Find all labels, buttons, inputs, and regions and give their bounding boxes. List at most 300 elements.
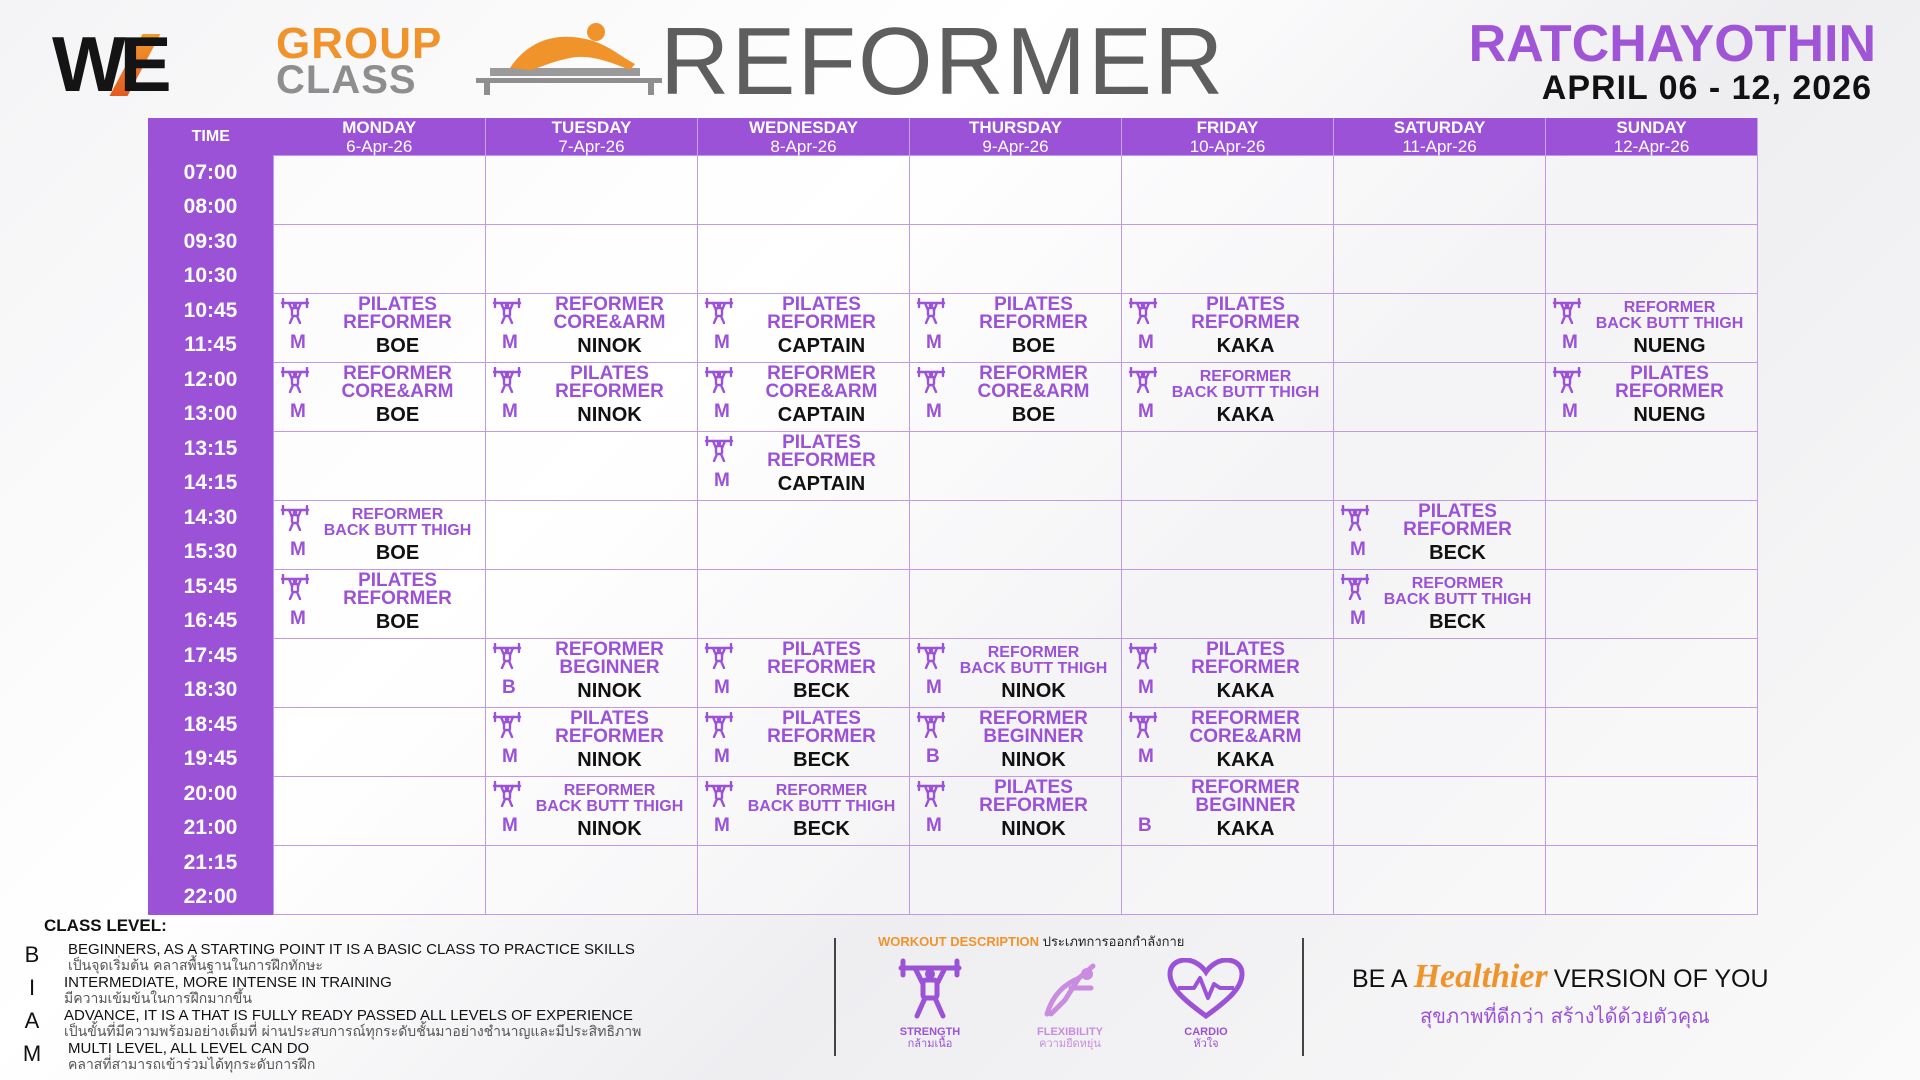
trainer-name: NINOK [1001, 680, 1066, 702]
class-name-line: REFORMER [1403, 519, 1512, 540]
program-title: REFORMER [660, 8, 1226, 115]
class-name [738, 365, 905, 401]
class-level: M [1562, 332, 1578, 353]
class-cell[interactable] [698, 777, 910, 846]
class-name-line: REFORMER [979, 363, 1088, 384]
level-letter: A [24, 1008, 40, 1033]
class-name-line: PILATES [570, 363, 649, 384]
strength-icon [280, 505, 310, 531]
class-card [910, 639, 1121, 707]
end-time: 19:45 [183, 747, 238, 770]
day-name: SUNDAY [1616, 117, 1687, 137]
time-cell [148, 225, 274, 294]
trainer-name: BOE [375, 611, 420, 633]
empty-cell [1546, 777, 1758, 846]
class-card [1334, 570, 1545, 638]
class-name [314, 296, 481, 332]
day-header-row [148, 118, 1758, 156]
level-description-thai: คลาสที่สามารถเข้าร่วมได้ทุกระดับการฝึก [68, 1057, 316, 1073]
strength-icon [280, 298, 310, 324]
start-time: 18:45 [183, 713, 238, 736]
footer-divider [1302, 938, 1304, 1056]
empty-cell [1546, 156, 1758, 225]
class-name [738, 296, 905, 332]
class-card [1334, 501, 1545, 569]
class-level: M [714, 677, 730, 698]
day-date: 6-Apr-26 [346, 136, 413, 156]
class-level: M [1350, 608, 1366, 629]
class-card [1122, 708, 1333, 776]
trainer-name: BECK [1429, 611, 1486, 633]
class-name-line: REFORMER [555, 294, 664, 315]
start-time: 15:45 [183, 575, 238, 598]
empty-cell [698, 570, 910, 639]
class-name-line: CORE&ARM [341, 381, 454, 402]
strength-icon [492, 298, 522, 324]
cardio-icon [1164, 958, 1248, 1020]
empty-cell [698, 846, 910, 915]
class-name-line: REFORMER [979, 708, 1088, 729]
class-cell[interactable] [910, 639, 1122, 708]
schedule-row [148, 639, 1758, 708]
class-cell[interactable] [698, 639, 910, 708]
strength-icon [1128, 643, 1158, 669]
empty-cell [1122, 225, 1334, 294]
class-level: M [714, 746, 730, 767]
class-name [738, 434, 905, 470]
empty-cell [1122, 570, 1334, 639]
class-name-line: PILATES [782, 708, 861, 729]
day-name: MONDAY [342, 117, 417, 137]
brand-text: WE [52, 20, 166, 108]
class-card [486, 363, 697, 431]
class-name-line: REFORMER [767, 363, 876, 384]
empty-cell [486, 846, 698, 915]
class-name-line: REFORMER [555, 639, 664, 660]
slogan-highlight: Healthier [1413, 958, 1548, 995]
class-name [1586, 300, 1753, 332]
empty-cell [910, 570, 1122, 639]
class-name [1374, 503, 1541, 539]
day-date: 7-Apr-26 [558, 136, 625, 156]
class-name-line: BACK BUTT THIGH [747, 798, 896, 815]
class-card [1122, 363, 1333, 431]
class-level: M [926, 332, 942, 353]
class-name-line: REFORMER [1191, 312, 1300, 333]
empty-cell [698, 225, 910, 294]
class-card [910, 777, 1121, 845]
class-cell[interactable] [1546, 363, 1758, 432]
level-description-thai: เป็นขั้นที่มีความพร้อมอย่างเต็มที่ ผ่านประสบการณ์ทุกระดับชั้นมาอย่างชำนาญและมีประสิทธิภาพ [64, 1024, 642, 1040]
strength-icon [1128, 367, 1158, 393]
class-card [274, 570, 485, 638]
class-name-line: REFORMER [767, 726, 876, 747]
start-time: 10:45 [183, 299, 238, 322]
class-name-line: BACK BUTT THIGH [535, 798, 684, 815]
empty-cell [1546, 570, 1758, 639]
schedule-row [148, 156, 1758, 225]
class-name-line: BEGINNER [559, 657, 660, 678]
class-card [698, 708, 909, 776]
class-level: M [502, 815, 518, 836]
class-name [950, 296, 1117, 332]
class-name-line: REFORMER [767, 312, 876, 333]
class-name [950, 779, 1117, 815]
class-name-line: BACK BUTT THIGH [1383, 591, 1532, 608]
strength-icon [1552, 298, 1582, 324]
level-letter: I [28, 975, 36, 1000]
empty-cell [1122, 432, 1334, 501]
day-header-tuesday [486, 118, 698, 156]
class-card [1122, 639, 1333, 707]
class-card [910, 708, 1121, 776]
trainer-name: NINOK [577, 404, 642, 426]
class-cell[interactable] [274, 294, 486, 363]
class-card [486, 639, 697, 707]
class-name-line: PILATES [782, 639, 861, 660]
class-level-title: CLASS LEVEL: [44, 916, 167, 935]
class-name [526, 710, 693, 746]
slogan-pre: BE A [1352, 965, 1408, 993]
class-name-line: REFORMER [767, 450, 876, 471]
class-name-line: PILATES [994, 294, 1073, 315]
class-level: M [926, 815, 942, 836]
class-card [274, 294, 485, 362]
schedule-row [148, 570, 1758, 639]
trainer-name: BOE [375, 404, 420, 426]
class-cell[interactable] [486, 363, 698, 432]
class-name [1162, 710, 1329, 746]
class-name-line: REFORMER [555, 726, 664, 747]
time-cell [148, 708, 274, 777]
empty-cell [1334, 846, 1546, 915]
empty-cell [910, 432, 1122, 501]
empty-cell [274, 432, 486, 501]
strength-icon [492, 367, 522, 393]
empty-cell [1334, 156, 1546, 225]
start-time: 17:45 [183, 644, 238, 667]
day-header-wednesday [698, 118, 910, 156]
day-header-saturday [1334, 118, 1546, 156]
class-name-line: REFORMER [767, 657, 876, 678]
day-date: 10-Apr-26 [1189, 136, 1266, 156]
schedule-row [148, 432, 1758, 501]
empty-cell [1334, 432, 1546, 501]
branch-name: RATCHAYOTHIN [1468, 15, 1876, 73]
class-cell[interactable] [274, 501, 486, 570]
strength-icon [704, 298, 734, 324]
class-card [698, 294, 909, 362]
empty-cell [1546, 501, 1758, 570]
class-name-line: REFORMER [1411, 575, 1504, 592]
strength-icon [1128, 712, 1158, 738]
class-name [738, 710, 905, 746]
class-card [1546, 363, 1757, 431]
class-cell[interactable] [1122, 777, 1334, 846]
class-name-line: CORE&ARM [553, 312, 666, 333]
class-cell[interactable] [486, 639, 698, 708]
class-card [698, 777, 909, 845]
trainer-name: BECK [793, 680, 850, 702]
class-name-line: REFORMER [343, 588, 452, 609]
class-name [738, 641, 905, 677]
day-name: TUESDAY [551, 117, 632, 137]
class-level: M [1138, 401, 1154, 422]
trainer-name: NINOK [1001, 818, 1066, 840]
class-name-line: BEGINNER [1195, 795, 1296, 816]
strength-icon [916, 367, 946, 393]
strength-icon [704, 781, 734, 807]
class-card [1546, 294, 1757, 362]
class-card [486, 708, 697, 776]
strength-icon [492, 643, 522, 669]
empty-cell [1334, 639, 1546, 708]
class-cell[interactable] [698, 363, 910, 432]
class-word: CLASS [276, 58, 417, 102]
class-cell[interactable] [910, 708, 1122, 777]
end-time: 16:45 [183, 609, 238, 632]
class-card [486, 294, 697, 362]
empty-cell [486, 156, 698, 225]
class-name-line: REFORMER [343, 363, 452, 384]
level-description: INTERMEDIATE, MORE INTENSE IN TRAINING [64, 974, 392, 991]
empty-cell [1122, 846, 1334, 915]
level-description-thai: มีความเข้มข้นในการฝึกมากขึ้น [64, 991, 252, 1007]
footer-divider [834, 938, 836, 1056]
class-name-line: BACK BUTT THIGH [1171, 384, 1320, 401]
end-time: 22:00 [183, 885, 238, 908]
class-name-line: REFORMER [555, 381, 664, 402]
class-name-line: REFORMER [1191, 777, 1300, 798]
class-cell[interactable] [910, 363, 1122, 432]
schedule-row [148, 501, 1758, 570]
class-level: M [714, 470, 730, 491]
trainer-name: BECK [1429, 542, 1486, 564]
strength-icon [916, 643, 946, 669]
class-cell[interactable] [486, 777, 698, 846]
strength-icon [704, 436, 734, 462]
trainer-name: CAPTAIN [777, 404, 866, 426]
workout-label-thai: หัวใจ [1193, 1037, 1219, 1050]
class-name-line: PILATES [782, 432, 861, 453]
end-time: 15:30 [183, 540, 238, 563]
class-level: M [290, 401, 306, 422]
workout-label-thai: กล้ามเนื้อ [907, 1037, 953, 1050]
strength-icon [492, 781, 522, 807]
class-level: M [1138, 332, 1154, 353]
schedule-row [148, 225, 1758, 294]
class-level: M [714, 815, 730, 836]
class-level: M [290, 539, 306, 560]
start-time: 14:30 [183, 506, 238, 529]
level-description: ADVANCE, IT IS A THAT IS FULLY READY PASSED ALL LEVELS OF EXPERIENCE [64, 1007, 633, 1024]
class-cell[interactable] [698, 708, 910, 777]
class-name-line: BACK BUTT THIGH [959, 660, 1108, 677]
workout-title-en: WORKOUT DESCRIPTION [878, 934, 1040, 949]
end-time: 18:30 [183, 678, 238, 701]
class-name [526, 641, 693, 677]
class-cell[interactable] [698, 294, 910, 363]
class-cell[interactable] [274, 363, 486, 432]
end-time: 11:45 [184, 333, 237, 356]
time-cell [148, 156, 274, 225]
trainer-name: NINOK [577, 335, 642, 357]
class-name-line: REFORMER [351, 506, 444, 523]
trainer-name: KAKA [1216, 818, 1275, 840]
class-name [950, 645, 1117, 677]
class-name [314, 365, 481, 401]
day-date: 11-Apr-26 [1402, 136, 1477, 156]
class-cell[interactable] [698, 432, 910, 501]
class-name-line: REFORMER [775, 782, 868, 799]
trainer-name: KAKA [1216, 680, 1275, 702]
empty-cell [1334, 708, 1546, 777]
class-cell[interactable] [910, 777, 1122, 846]
workout-label-thai: ความยืดหยุ่น [1039, 1037, 1101, 1050]
class-cell[interactable] [1122, 363, 1334, 432]
empty-cell [1334, 225, 1546, 294]
day-name: SATURDAY [1393, 117, 1486, 137]
class-level: M [290, 332, 306, 353]
empty-cell [698, 156, 910, 225]
flexibility-icon [1035, 958, 1105, 1020]
class-card [1122, 294, 1333, 362]
trainer-name: BOE [1011, 404, 1056, 426]
class-card [698, 639, 909, 707]
schedule-row [148, 708, 1758, 777]
trainer-name: NINOK [577, 749, 642, 771]
class-name [314, 507, 481, 539]
class-name [526, 296, 693, 332]
class-name-line: PILATES [1418, 501, 1497, 522]
we-logo [52, 20, 262, 108]
class-level: B [1138, 815, 1152, 836]
schedule-row [148, 846, 1758, 915]
class-cell[interactable] [1334, 501, 1546, 570]
empty-cell [910, 156, 1122, 225]
class-name-line: PILATES [1206, 294, 1285, 315]
class-level: M [1138, 746, 1154, 767]
trainer-name: KAKA [1216, 335, 1275, 357]
class-cell[interactable] [1122, 708, 1334, 777]
class-level: M [290, 608, 306, 629]
empty-cell [910, 846, 1122, 915]
day-header-monday [274, 118, 486, 156]
workout-strength [875, 958, 985, 1050]
class-name-line: PILATES [358, 570, 437, 591]
class-name-line: BACK BUTT THIGH [1595, 315, 1744, 332]
class-name-line: REFORMER [343, 312, 452, 333]
workout-flexibility [1015, 958, 1125, 1050]
class-name-line: REFORMER [1623, 299, 1716, 316]
empty-cell [274, 777, 486, 846]
workout-label: FLEXIBILITY [1037, 1026, 1103, 1038]
class-cell[interactable] [486, 708, 698, 777]
strength-icon [280, 574, 310, 600]
class-name [950, 710, 1117, 746]
workout-label: STRENGTH [899, 1026, 961, 1038]
class-level: M [1562, 401, 1578, 422]
class-name [1162, 641, 1329, 677]
time-cell [148, 294, 274, 363]
class-level: B [926, 746, 940, 767]
level-description-thai: เป็นจุดเริ่มต้น คลาสพื้นฐานในการฝึกทักษะ [68, 958, 323, 974]
class-level: M [1138, 677, 1154, 698]
slogan-post: VERSION OF YOU [1553, 965, 1769, 993]
class-level: M [1350, 539, 1366, 560]
trainer-name: NINOK [1001, 749, 1066, 771]
class-level: M [714, 401, 730, 422]
end-time: 21:00 [183, 816, 238, 839]
time-header: TIME [148, 118, 274, 156]
class-name-line: REFORMER [1191, 708, 1300, 729]
start-time: 21:15 [183, 851, 238, 874]
class-name [1162, 369, 1329, 401]
end-time: 14:15 [183, 471, 238, 494]
class-level: M [714, 332, 730, 353]
class-name [314, 572, 481, 608]
class-name [1374, 576, 1541, 608]
class-name-line: BEGINNER [983, 726, 1084, 747]
trainer-name: NUENG [1633, 335, 1706, 357]
schedule-row [148, 363, 1758, 432]
class-cell[interactable] [1122, 639, 1334, 708]
strength-icon [916, 298, 946, 324]
strength-icon [1552, 367, 1582, 393]
class-name-line: REFORMER [987, 644, 1080, 661]
trainer-name: NINOK [577, 680, 642, 702]
class-name-line: REFORMER [979, 312, 1088, 333]
empty-cell [274, 225, 486, 294]
class-name-line: REFORMER [1191, 657, 1300, 678]
empty-cell [910, 225, 1122, 294]
time-cell [148, 639, 274, 708]
empty-cell [1122, 501, 1334, 570]
strength-icon [1340, 574, 1370, 600]
strength-icon [492, 712, 522, 738]
class-name-line: PILATES [994, 777, 1073, 798]
workout-description-title [878, 934, 1184, 951]
class-name-line: REFORMER [1615, 381, 1724, 402]
strength-icon [704, 712, 734, 738]
trainer-name: BECK [793, 818, 850, 840]
class-cell[interactable] [486, 294, 698, 363]
day-date: 12-Apr-26 [1613, 136, 1690, 156]
trainer-name: NUENG [1633, 404, 1706, 426]
class-cell[interactable] [274, 570, 486, 639]
class-cell[interactable] [1546, 294, 1758, 363]
trainer-name: BOE [375, 542, 420, 564]
time-cell [148, 363, 274, 432]
class-name [1162, 779, 1329, 815]
workout-label: CARDIO [1184, 1026, 1228, 1038]
empty-cell [910, 501, 1122, 570]
strength-icon [916, 712, 946, 738]
class-name [1162, 296, 1329, 332]
class-name-line: PILATES [570, 708, 649, 729]
class-cell[interactable] [1334, 570, 1546, 639]
empty-cell [1122, 156, 1334, 225]
class-name-line: PILATES [1206, 639, 1285, 660]
class-name-line: PILATES [782, 294, 861, 315]
class-cell[interactable] [1122, 294, 1334, 363]
time-cell [148, 846, 274, 915]
schedule-row [148, 777, 1758, 846]
class-cell[interactable] [910, 294, 1122, 363]
class-name-line: BACK BUTT THIGH [323, 522, 472, 539]
strength-icon [1340, 505, 1370, 531]
schedule-body [148, 156, 1758, 915]
